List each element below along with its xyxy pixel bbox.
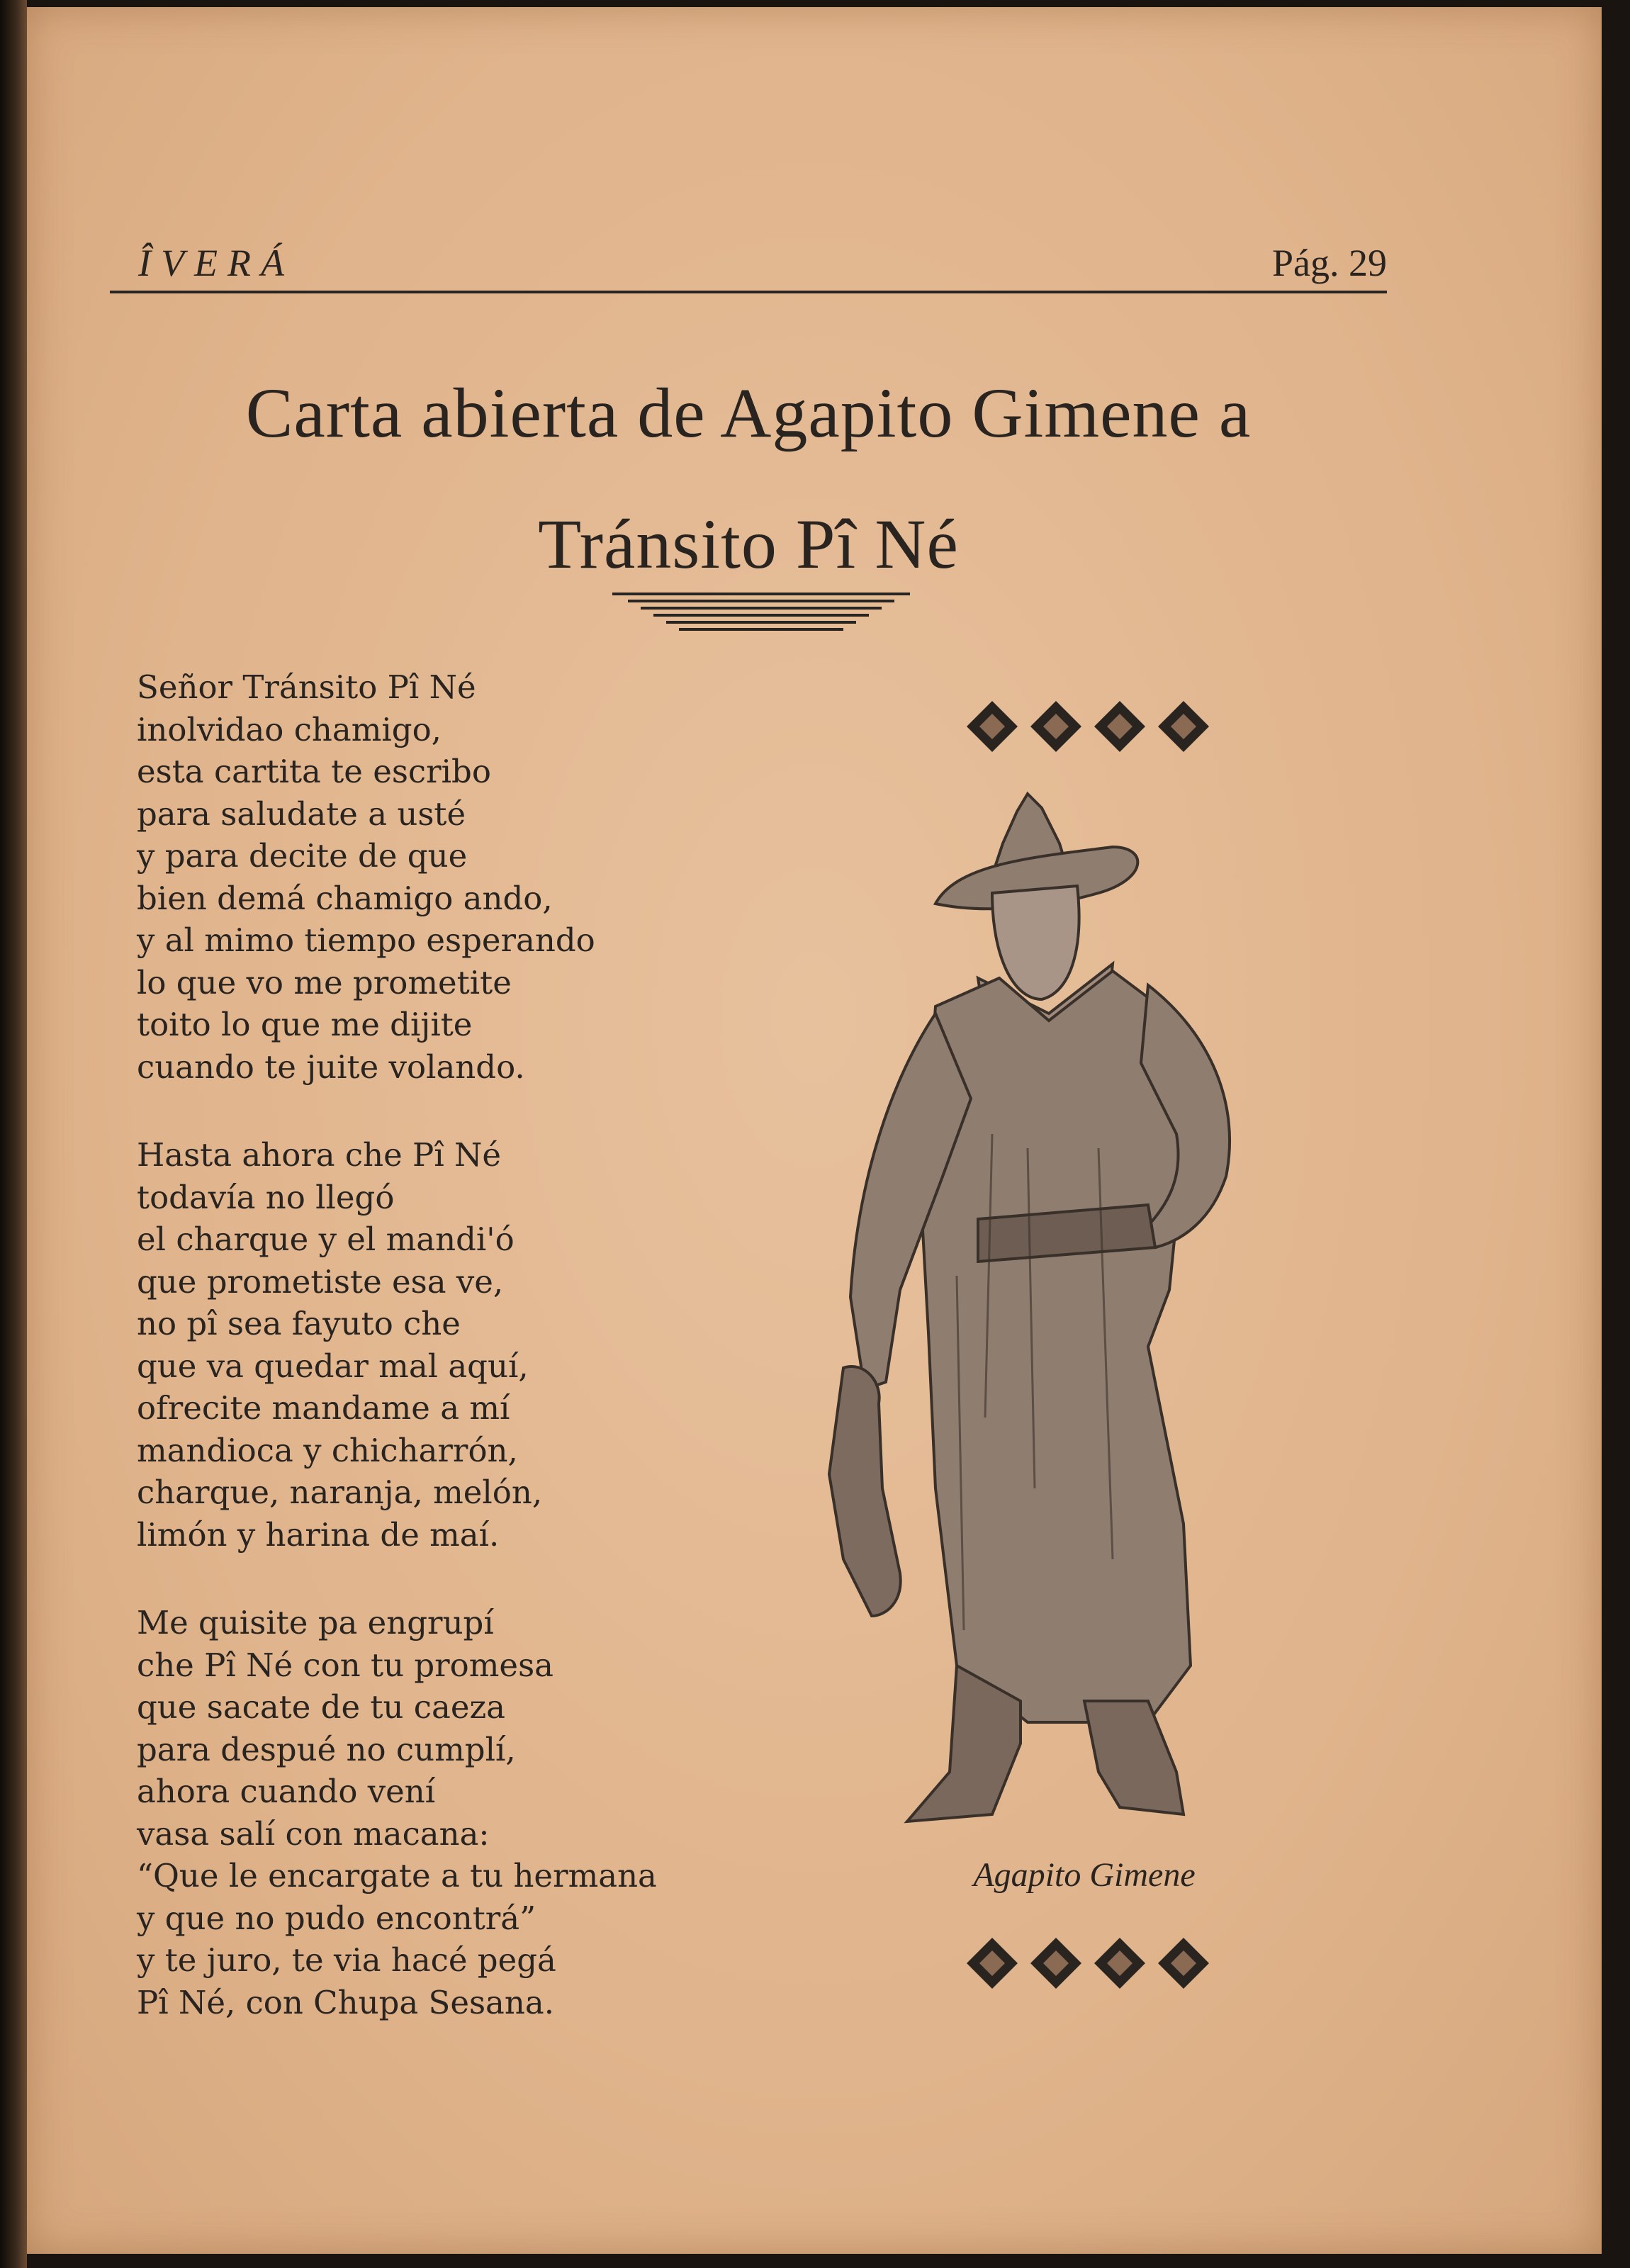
article-title <box>110 347 1387 610</box>
poem-line: limón y harina de maí. <box>137 1515 500 1554</box>
poem-line: no pî sea fayuto che <box>137 1305 461 1342</box>
poem-line: esta cartita te escribo <box>137 753 491 790</box>
poem-line: que va quedar mal aquí, <box>137 1347 529 1385</box>
poem-line: que sacate de tu caeza <box>137 1688 506 1726</box>
poem-line: “Que le encargate a tu hermana <box>137 1857 657 1894</box>
poem-line: todavía no llegó <box>137 1178 395 1216</box>
poem-line: lo que vo me prometite <box>137 963 512 1001</box>
poem-line: que prometiste esa ve, <box>137 1262 504 1301</box>
diamond-ornament-bottom <box>960 1935 1215 1992</box>
publication-name: ÎVERÁ <box>138 242 294 284</box>
book-spine-edge <box>0 0 27 2268</box>
poem <box>137 666 775 2070</box>
poem-line: Hasta ahora che Pî Né <box>137 1136 502 1174</box>
poem-line: Señor Tránsito Pî Né <box>137 668 476 706</box>
poem-line: charque, naranja, melón, <box>137 1473 543 1511</box>
poem-line: ahora cuando vení <box>137 1773 436 1810</box>
poem-line: cuando te juite volando. <box>137 1048 525 1086</box>
poem-line: y te juro, te via hacé pegá <box>137 1941 556 1979</box>
poem-line: vasa salí con macana: <box>137 1814 490 1853</box>
poem-line: Pî Né, con Chupa Sesana. <box>137 1983 554 2021</box>
poem-line: che Pî Né con tu promesa <box>137 1646 553 1684</box>
poem-line: bien demá chamigo ando, <box>137 879 553 917</box>
poem-line: Me quisite pa engrupí <box>137 1604 494 1641</box>
page-number: Pág. 29 <box>1272 242 1387 284</box>
poem-stanza-3 <box>137 1602 775 2023</box>
title-line-1: Carta abierta de Agapito Gimene a <box>245 374 1252 452</box>
poem-line: ofrecite mandame a mí <box>137 1389 510 1427</box>
poem-line: y para decite de que <box>137 837 468 875</box>
poem-line: el charque y el mandi'ó <box>137 1220 515 1258</box>
poem-line: toito lo que me dijite <box>137 1006 473 1043</box>
title-line-2: Tránsito Pî Né <box>538 505 959 583</box>
poem-line: mandioca y chicharrón, <box>137 1431 518 1469</box>
poem-line: para despué no cumplí, <box>137 1730 516 1768</box>
poem-line: para saludate a usté <box>137 795 466 833</box>
illustration-caption: Agapito Gimene <box>973 1856 1196 1894</box>
poem-line: y al mimo tiempo esperando <box>137 921 595 959</box>
poem-line: inolvidao chamigo, <box>137 710 442 748</box>
diamond-ornament-top <box>960 698 1215 755</box>
running-header <box>110 234 1387 293</box>
poem-stanza-1 <box>137 666 775 1088</box>
gaucho-illustration <box>815 780 1254 1836</box>
poem-line: y que no pudo encontrá” <box>137 1899 536 1937</box>
poem-stanza-2 <box>137 1134 775 1556</box>
title-rule-ornament <box>612 590 910 632</box>
